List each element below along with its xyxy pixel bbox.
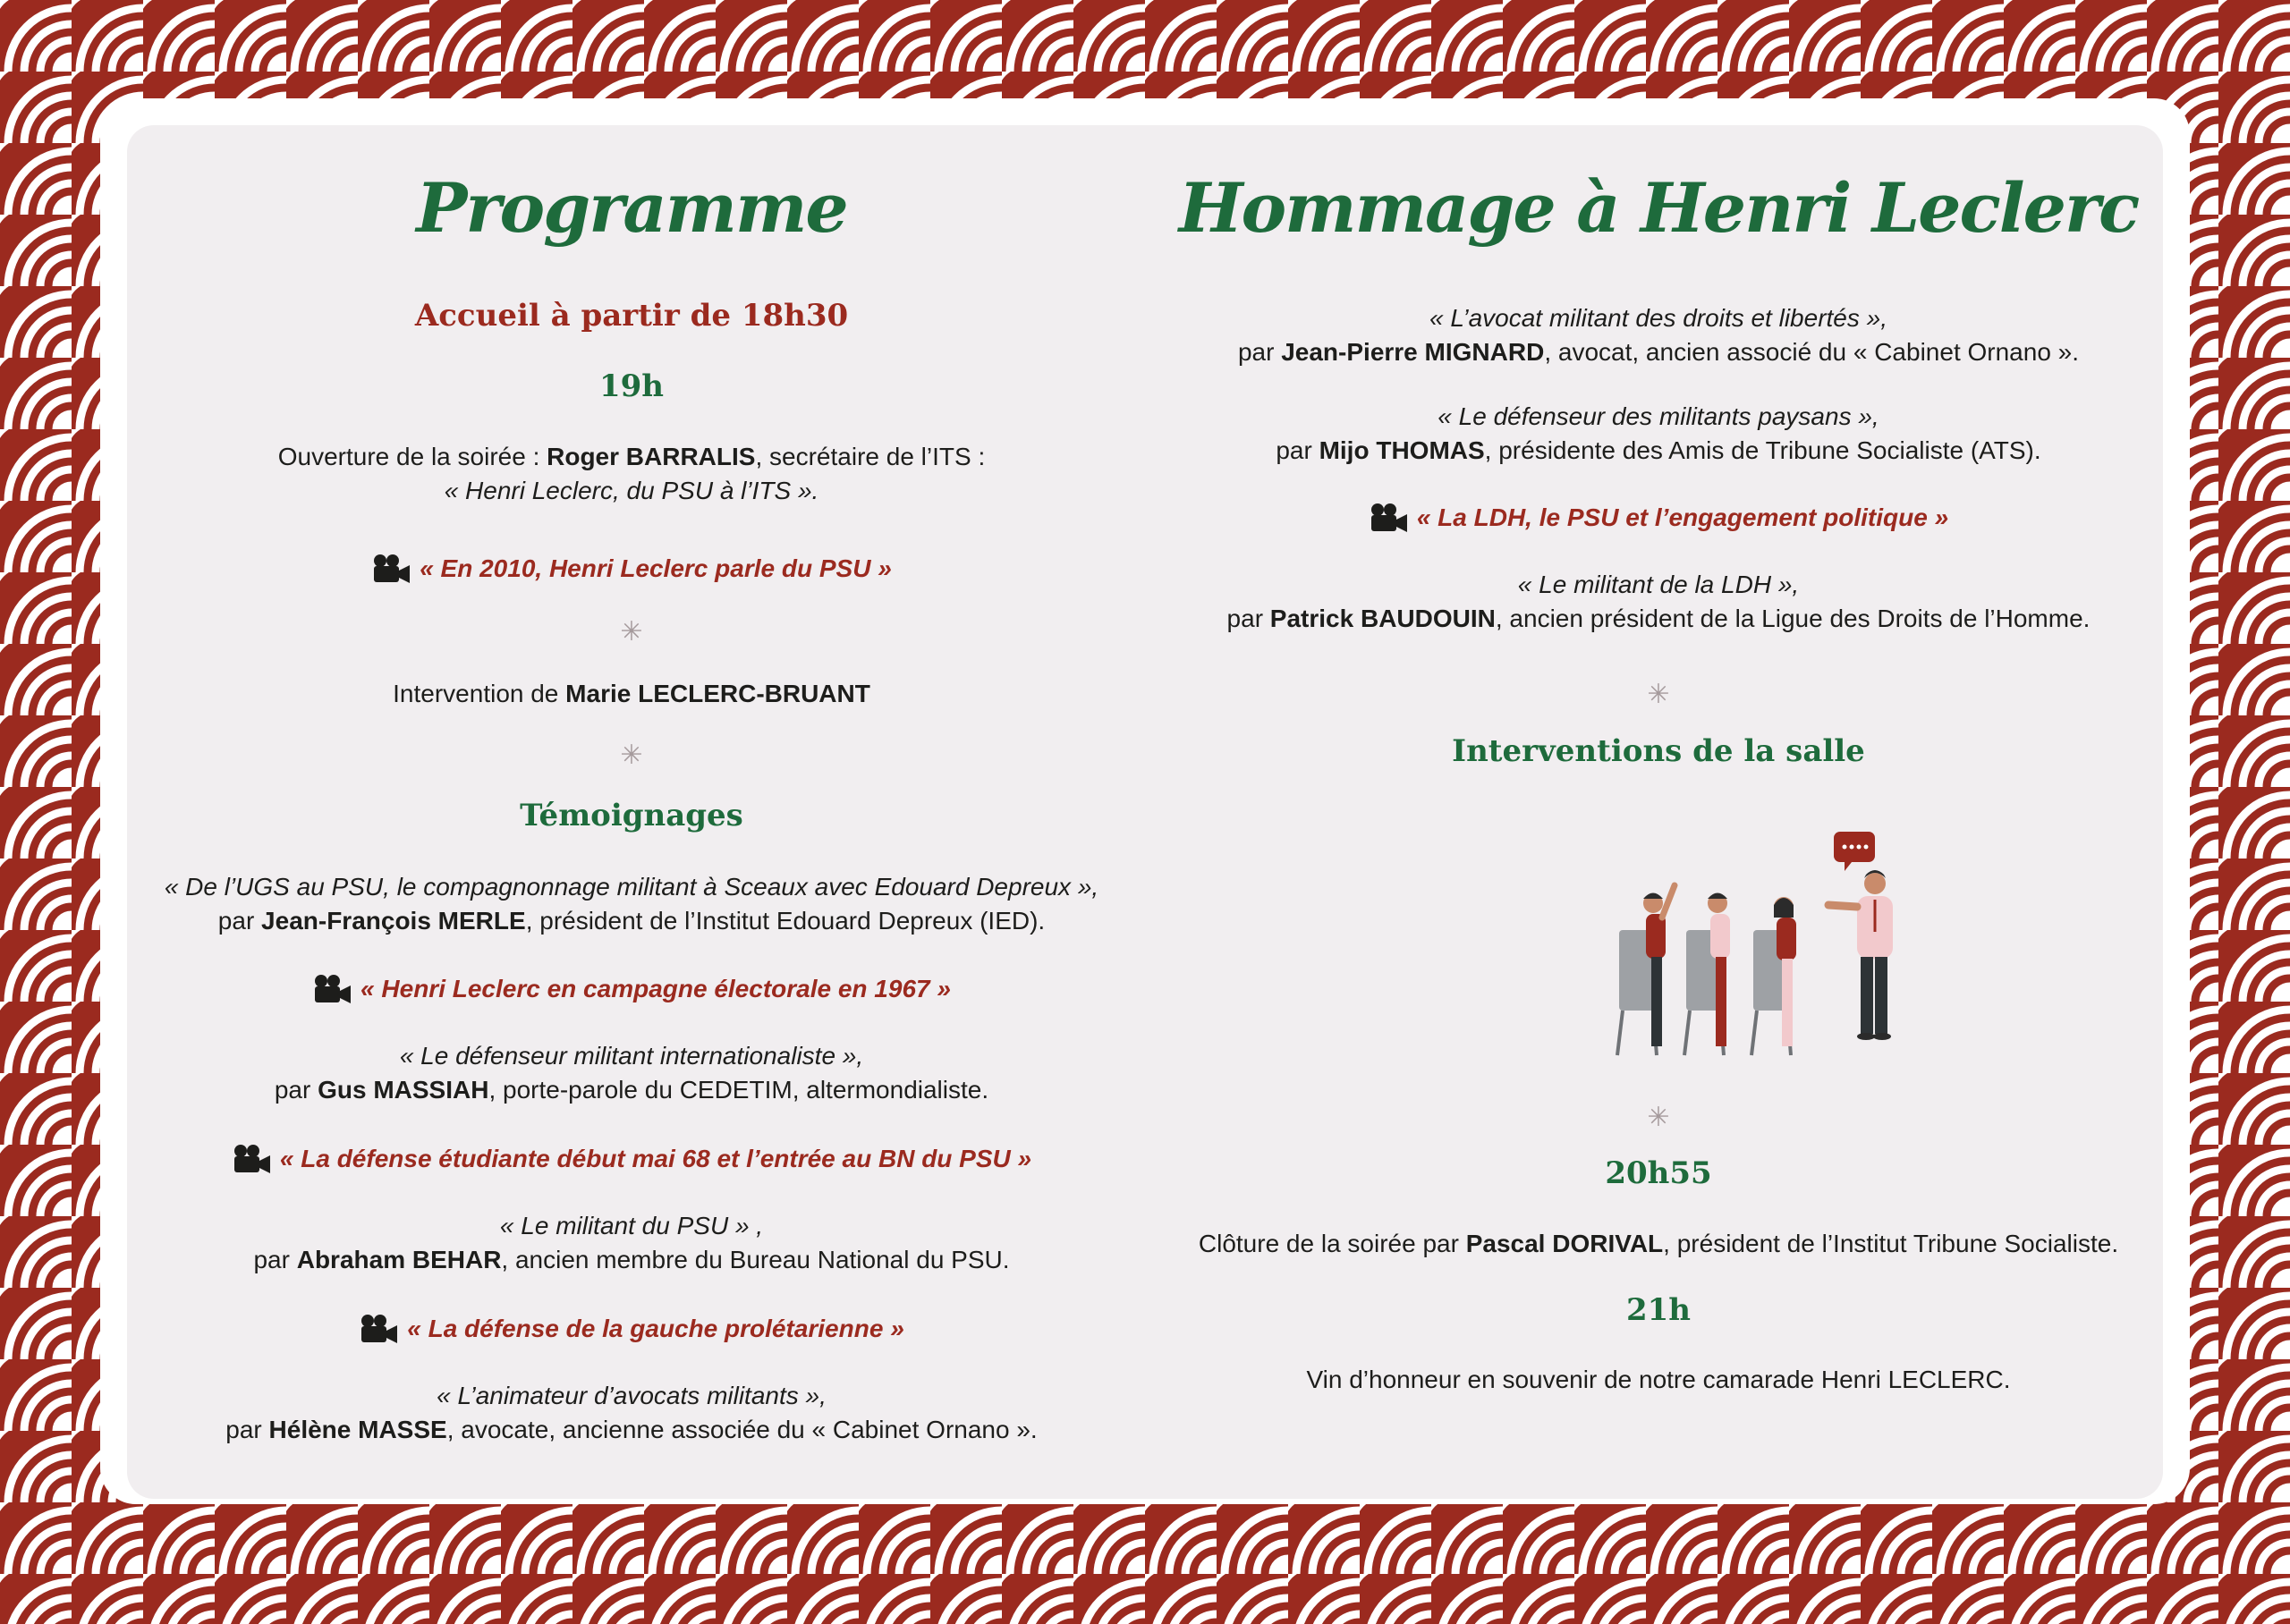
film-item: « La LDH, le PSU et l’engagement politique »	[1154, 501, 2163, 535]
film-item: « En 2010, Henri Leclerc parle du PSU »	[127, 552, 1136, 586]
intervention-line: Intervention de Marie LECLERC-BRUANT	[393, 680, 870, 707]
tribute-speaker: par Patrick BAUDOUIN, ancien président de la Ligue des Droits de l’Homme.	[1226, 605, 2091, 632]
floor-interventions-heading: Interventions de la salle	[1452, 733, 1865, 769]
separator-asterisk: ✳	[620, 617, 643, 647]
reception-line: Vin d’honneur en souvenir de notre camarade Henri LECLERC.	[1306, 1366, 2011, 1393]
tribute-quote: « Le défenseur des militants paysans »,	[1438, 402, 1879, 430]
audience-illustration	[1610, 832, 1905, 1064]
tribute-title: Hommage à Henri Leclerc	[1178, 168, 2139, 248]
testimony-quote: « Le militant du PSU » ,	[499, 1212, 764, 1239]
content-panel	[127, 125, 2163, 1499]
testimony-quote: « Le défenseur militant internationaliste »,	[399, 1042, 864, 1070]
testimony-speaker: par Abraham BEHAR, ancien membre du Bureau National du PSU.	[253, 1246, 1010, 1273]
time-2055: 20h55	[1605, 1155, 1712, 1191]
programme-title: Programme	[416, 168, 847, 248]
testimonies-heading: Témoignages	[520, 798, 743, 833]
testimony-speaker: par Gus MASSIAH, porte-parole du CEDETIM, altermondialiste.	[274, 1076, 989, 1104]
testimony-quote: « De l’UGS au PSU, le compagnonnage militant à Sceaux avec Edouard Depreux »,	[164, 873, 1099, 901]
closing-line: Clôture de la soirée par Pascal DORIVAL, président de l’Institut Tribune Socialiste.	[1198, 1230, 2119, 1257]
tribute-quote: « L’avocat militant des droits et libertés »,	[1429, 304, 1888, 332]
film-item: « Henri Leclerc en campagne électorale en 1967 »	[127, 972, 1136, 1006]
separator-asterisk: ✳	[1647, 680, 1670, 709]
speaker-name: Pascal DORIVAL	[1465, 1230, 1664, 1257]
tribute-speaker: par Jean-Pierre MIGNARD, avocat, ancien associé du « Cabinet Ornano ».	[1237, 338, 2080, 366]
testimony-speaker: par Hélène MASSE, avocate, ancienne associée du « Cabinet Ornano ».	[225, 1416, 1038, 1443]
separator-asterisk: ✳	[620, 740, 643, 770]
tribute-quote: « Le militant de la LDH »,	[1517, 571, 1800, 598]
testimony-quote: « L’animateur d’avocats militants »,	[437, 1382, 827, 1409]
separator-asterisk: ✳	[1647, 1103, 1670, 1132]
time-19h: 19h	[598, 368, 665, 404]
opening-line: Ouverture de la soirée : Roger BARRALIS, secrétaire de l’ITS :	[277, 443, 986, 470]
film-camera-icon	[1369, 503, 1408, 533]
welcome-heading: Accueil à partir de 18h30	[414, 298, 849, 334]
film-camera-icon	[359, 1314, 398, 1344]
time-21h: 21h	[1625, 1292, 1692, 1328]
film-camera-icon	[312, 974, 352, 1004]
opening-quote: « Henri Leclerc, du PSU à l’ITS ».	[444, 477, 819, 504]
film-item: « La défense de la gauche prolétarienne »	[127, 1312, 1136, 1346]
speaker-name: Roger BARRALIS	[547, 443, 756, 470]
testimony-speaker: par Jean-François MERLE, président de l’Institut Edouard Depreux (IED).	[217, 907, 1046, 935]
film-item: « La défense étudiante début mai 68 et l’entrée au BN du PSU »	[127, 1142, 1136, 1176]
film-camera-icon	[232, 1144, 271, 1174]
speaker-name: Marie LECLERC-BRUANT	[565, 680, 870, 707]
film-camera-icon	[371, 554, 411, 584]
tribute-speaker: par Mijo THOMAS, présidente des Amis de Tribune Socialiste (ATS).	[1276, 436, 2041, 464]
